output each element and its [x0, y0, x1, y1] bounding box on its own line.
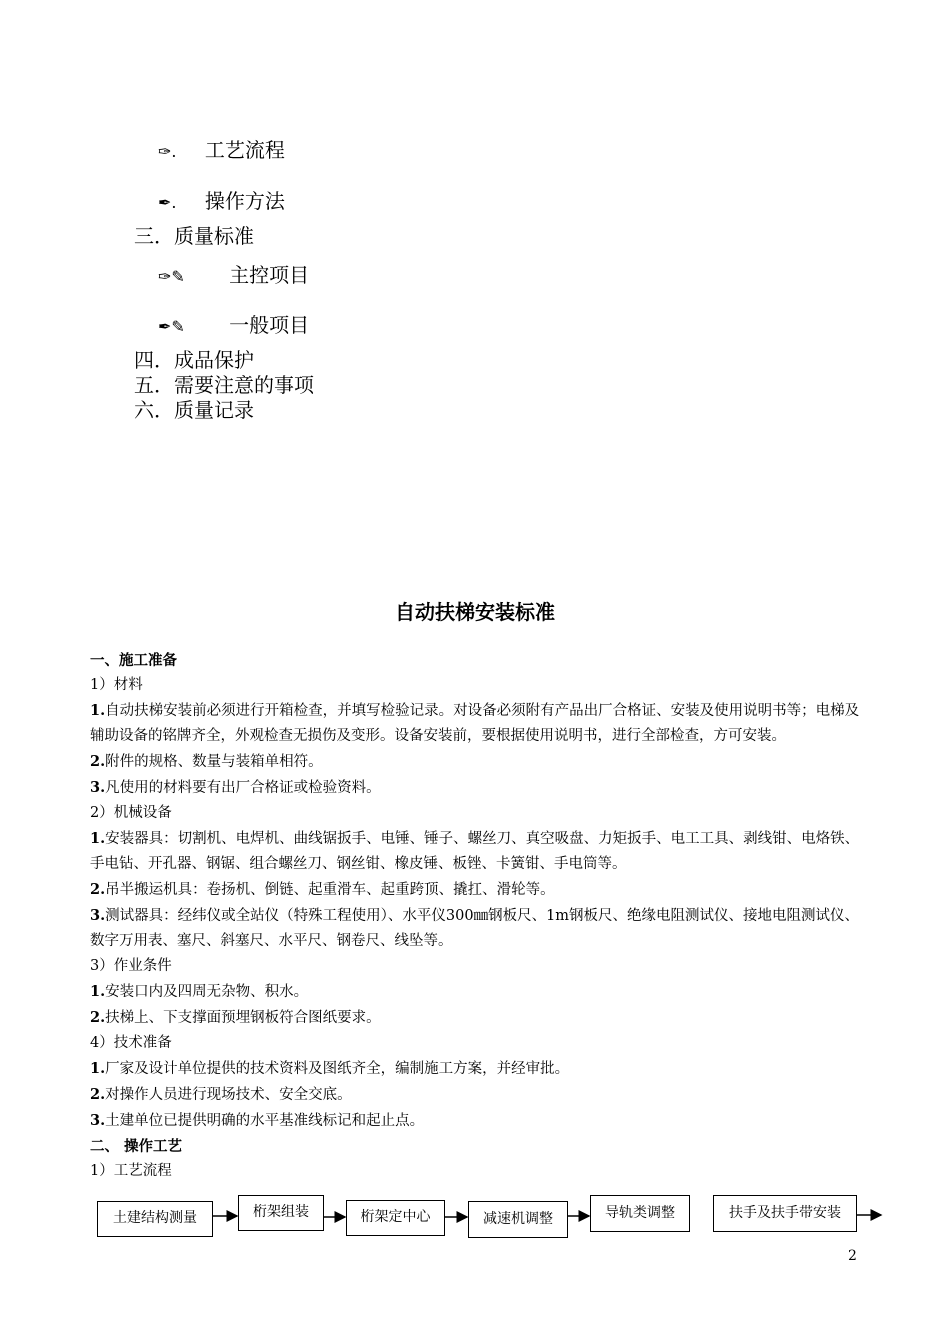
toc-label: 三．质量标准 [134, 224, 254, 248]
toc-label: 工艺流程 [204, 138, 285, 162]
flow-step-4: 减速机调整 [468, 1201, 568, 1238]
toc-label: 一般项目 [229, 313, 310, 337]
item-text: 安装器具：切割机、电焊机、曲线锯扳手、电锤、锤子、螺丝刀、真空吸盘、力矩扳手、电工工具、剥线钳、电烙铁、手电钻、开孔器、钢锯、组合螺丝刀、钢丝钳、橡皮锤、板锉、卡簧钳、手电筒等。 [90, 831, 860, 872]
item-number: 2. [90, 881, 106, 898]
item-text: 自动扶梯安装前必须进行开箱检查，并填写检验记录。对设备必须附有产品出厂合格证、安装及使用说明书等；电梯及辅助设备的铭牌齐全，外观检查无损伤及变形。设备安装前，要根据使用说明书，进行全部检查，方可安装。 [90, 703, 860, 744]
section-heading: 一、施工准备 [90, 652, 177, 669]
toc-item-1 [158, 137, 285, 165]
toc-symbol: ✒✎ [158, 317, 185, 336]
toc-symbol: ✑. [158, 142, 177, 161]
item-number: 1. [90, 702, 106, 719]
subsection-heading: 3）作业条件 [90, 958, 172, 974]
item-number: 2. [90, 753, 106, 770]
item-number: 1. [90, 1060, 106, 1077]
paragraph [90, 1082, 865, 1108]
item-number: 1. [90, 983, 106, 1000]
paragraph [90, 1056, 865, 1082]
toc-item-5 [158, 312, 309, 340]
item-number: 2. [90, 1009, 106, 1026]
flow-step-5: 导轨类调整 [590, 1195, 690, 1232]
toc-symbol: ✑✎ [158, 267, 185, 286]
toc-label: 六．质量记录 [134, 398, 254, 422]
item-number: 3. [90, 907, 106, 924]
paragraph [90, 877, 865, 903]
toc-item-7 [134, 372, 314, 398]
subsection-heading: 4）技术准备 [90, 1035, 172, 1051]
toc-label: 主控项目 [229, 263, 310, 287]
paragraph [90, 775, 865, 801]
toc-item-3 [134, 223, 254, 249]
flow-step-3: 桁架定中心 [346, 1200, 445, 1236]
paragraph [90, 749, 865, 775]
toc-label: 五．需要注意的事项 [134, 373, 314, 397]
paragraph [90, 979, 865, 1005]
document-body [90, 648, 865, 1184]
subsection-heading: 1）工艺流程 [90, 1163, 172, 1179]
flow-arrows [0, 1195, 950, 1245]
paragraph [90, 826, 865, 877]
toc-symbol: ✒. [158, 193, 177, 212]
item-number: 3. [90, 779, 106, 796]
toc-item-4 [158, 262, 309, 290]
item-text: 土建单位已提供明确的水平基准线标记和起止点。 [105, 1113, 425, 1129]
paragraph [90, 1005, 865, 1031]
process-flow-diagram [0, 1195, 950, 1245]
subsection-heading: 2）机械设备 [90, 805, 172, 821]
page-number: 2 [848, 1248, 857, 1264]
item-text: 附件的规格、数量与装箱单相符。 [105, 754, 323, 770]
flow-step-1: 土建结构测量 [97, 1201, 213, 1237]
toc-item-2 [158, 188, 285, 216]
toc-label: 四．成品保护 [134, 348, 254, 372]
item-text: 凡使用的材料要有出厂合格证或检验资料。 [105, 780, 381, 796]
flow-step-6: 扶手及扶手带安装 [713, 1195, 857, 1232]
item-text: 安装口内及四周无杂物、积水。 [105, 984, 309, 1000]
document-title: 自动扶梯安装标准 [395, 600, 555, 624]
item-text: 对操作人员进行现场技术、安全交底。 [105, 1087, 352, 1103]
item-number: 1. [90, 830, 106, 847]
toc-item-6 [134, 347, 254, 373]
item-text: 测试器具：经纬仪或全站仪（特殊工程使用）、水平仪300㎜钢板尺、1m钢板尺、绝缘电阻测试仪、接地电阻测试仪、数字万用表、塞尺、斜塞尺、水平尺、钢卷尺、线坠等。 [90, 908, 860, 949]
toc-item-8 [134, 397, 254, 423]
paragraph [90, 698, 865, 749]
item-text: 扶梯上、下支撑面预埋钢板符合图纸要求。 [105, 1010, 381, 1026]
paragraph [90, 903, 865, 954]
flow-step-2: 桁架组装 [238, 1195, 324, 1231]
item-text: 吊半搬运机具：卷扬机、倒链、起重滑车、起重跨顶、撬扛、滑轮等。 [105, 882, 555, 898]
item-number: 3. [90, 1112, 106, 1129]
item-text: 厂家及设计单位提供的技术资料及图纸齐全，编制施工方案，并经审批。 [105, 1061, 570, 1077]
subsection-heading: 1）材料 [90, 677, 143, 693]
paragraph [90, 1108, 865, 1134]
toc-label: 操作方法 [204, 189, 285, 213]
section-heading: 二、 操作工艺 [90, 1138, 183, 1155]
item-number: 2. [90, 1086, 106, 1103]
